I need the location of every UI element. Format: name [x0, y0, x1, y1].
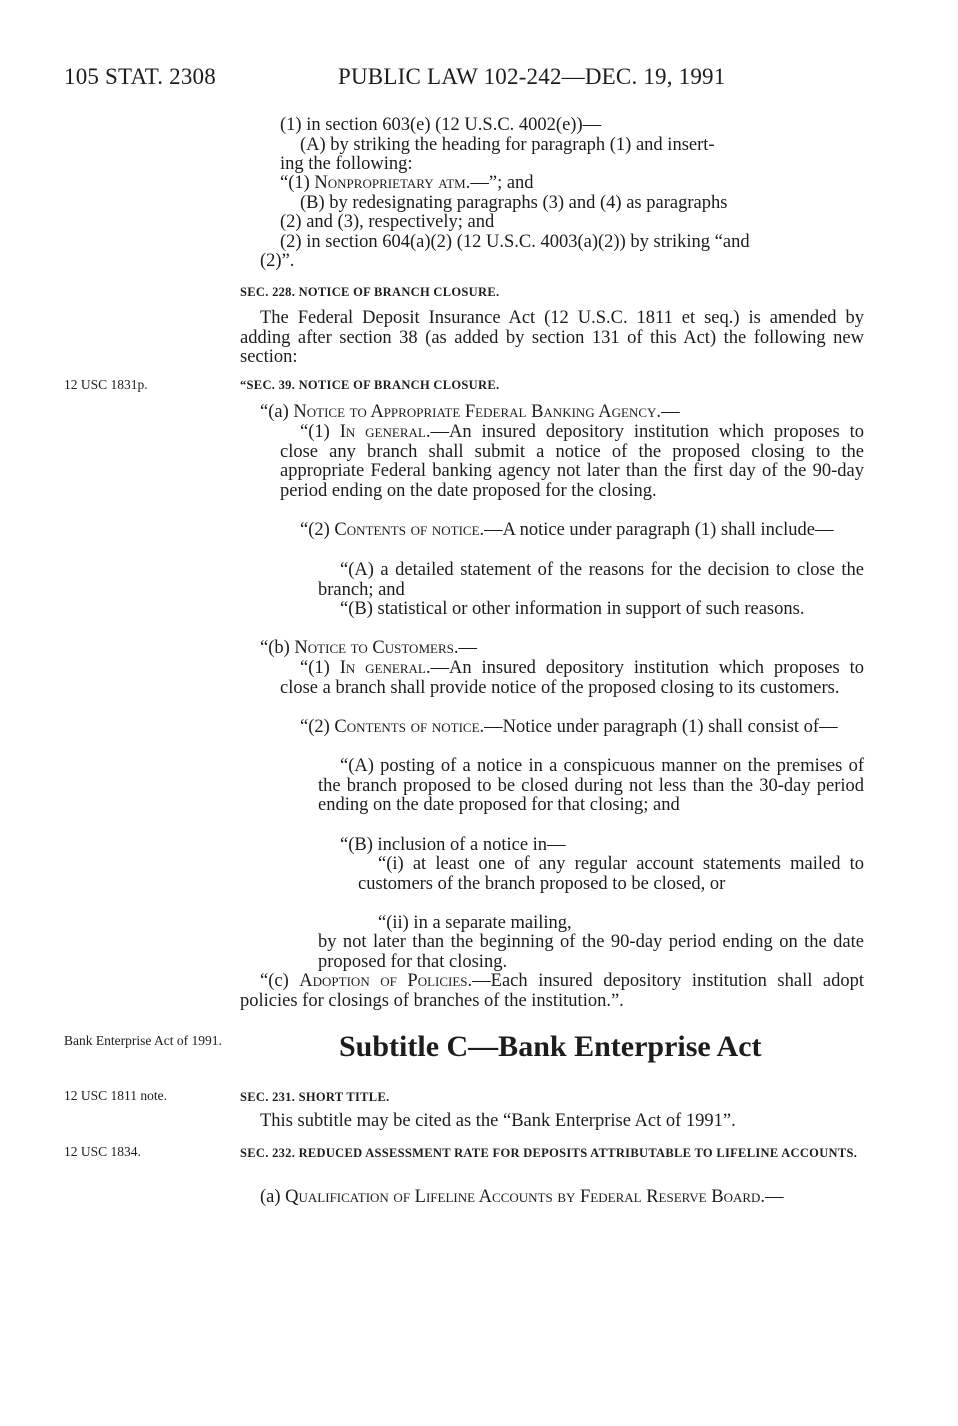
a2-pre: “(2) [300, 520, 335, 540]
sec-39-b2Bi: “(i) at least one of any regular account statements mailed to customers of the branch proposed to be closed, or [358, 854, 864, 894]
b1-pre: “(1) [300, 658, 340, 678]
c-text: —Each insured depository institution shall adopt policies for closings of branches of the institution.”. [240, 971, 865, 1011]
sec-39-b2A: “(A) posting of a notice in a conspicuous manner on the premises of the branch proposed to be closed during not less than the 30-day period ending on the date proposed for that closing; and [318, 756, 864, 816]
a2-text: —A notice under paragraph (1) shall include— [484, 520, 834, 540]
sec-232-heading: SEC. 232. REDUCED ASSESSMENT RATE FOR DEPOSITS ATTRIBUTABLE TO LIFELINE ACCOUNTS. [240, 1146, 858, 1160]
amend-heading-smallcaps: Nonproprietary atm. [314, 173, 471, 193]
a1-heading: In general. [339, 422, 431, 442]
sec-39-b1 [280, 659, 864, 698]
amend-line-2: (A) by striking the heading for paragraph (1) and insert- [300, 135, 715, 155]
sec-39-a2A: “(A) a detailed statement of the reasons for the decision to close the branch; and [318, 560, 864, 600]
a1-text: —An insured depository institution which proposes to close any branch shall submit a notice of the proposed closing to the appropriate Federal banking agency not later than the first day of the 90-day period ending on the date proposed for the closing. [280, 422, 864, 501]
amend-line-1: (1) in section 603(e) (12 U.S.C. 4002(e))— [280, 115, 602, 135]
sub-b-pre: “(b) [260, 638, 295, 658]
amend-line-3: ing the following: [280, 154, 413, 174]
b1-text: —An insured depository institution which proposes to close a branch shall provide notice of the proposed closing to its customers. [280, 658, 864, 698]
b1-heading: In general. [339, 658, 431, 678]
sec-39-subsection-b [260, 639, 477, 659]
amend-line-4-pre: “(1) [280, 173, 315, 193]
sec-228-paragraph: The Federal Deposit Insurance Act (12 U.S.C. 1811 et seq.) is amended by adding after section 38 (as added by section 131 of this Act) the following new section: [240, 308, 864, 368]
header-stat-ref: 105 STAT. 2308 [64, 64, 216, 89]
b2-text: —Notice under paragraph (1) shall consist of— [484, 717, 838, 737]
margin-note-12-usc-1834: 12 USC 1834. [64, 1144, 141, 1159]
b2-heading: Contents of notice. [334, 717, 485, 737]
sec-39-heading: “SEC. 39. NOTICE OF BRANCH CLOSURE. [240, 378, 500, 392]
sec-39-a2B: “(B) statistical or other information in support of such reasons. [340, 599, 805, 619]
amend-line-4-post: —”; and [470, 173, 534, 193]
margin-note-12-usc-1811-note: 12 USC 1811 note. [64, 1088, 168, 1103]
a1-pre: “(1) [300, 422, 340, 442]
margin-note-12-usc-1831p: 12 USC 1831p. [64, 377, 148, 392]
amend-line-7: (2) in section 604(a)(2) (12 U.S.C. 4003(a)(2)) by striking “and [280, 232, 750, 252]
sec-228-heading: SEC. 228. NOTICE OF BRANCH CLOSURE. [240, 285, 500, 299]
sec-232-a-post: — [765, 1187, 784, 1207]
amend-line-4 [280, 174, 534, 194]
sub-a-pre: “(a) [260, 402, 294, 422]
sec-39-b2B: “(B) inclusion of a notice in— [340, 835, 566, 855]
amend-line-8: (2)”. [260, 251, 295, 271]
sec-39-b2-tail: by not later than the beginning of the 90-day period ending on the date proposed for that closing. [318, 932, 864, 972]
sec-39-a2 [280, 521, 864, 541]
sec-231-heading: SEC. 231. SHORT TITLE. [240, 1090, 390, 1104]
amend-line-5: (B) by redesignating paragraphs (3) and (4) as paragraphs [300, 193, 728, 213]
sec-232-a [240, 1188, 864, 1208]
sec-232-a-pre: (a) [260, 1187, 286, 1207]
c-pre: “(c) [260, 971, 300, 991]
sec-39-b2Bii: “(ii) in a separate mailing, [378, 913, 572, 933]
sub-b-heading: Notice to Customers. [294, 638, 459, 658]
header-law-ref: PUBLIC LAW 102-242—DEC. 19, 1991 [338, 64, 726, 89]
b2-pre: “(2) [300, 717, 335, 737]
sec-39-subsection-a [260, 403, 680, 423]
sec-39-a1 [280, 423, 864, 501]
sec-39-c [240, 972, 864, 1011]
sec-232-a-heading: Qualification of Lifeline Accounts by Federal Reserve Board. [285, 1187, 766, 1207]
sec-39-b2 [280, 718, 864, 738]
sub-a-heading: Notice to Appropriate Federal Banking Agency. [293, 402, 662, 422]
sub-a-post: — [661, 402, 680, 422]
sec-231-text: This subtitle may be cited as the “Bank Enterprise Act of 1991”. [260, 1111, 736, 1131]
sub-b-post: — [458, 638, 477, 658]
a2-heading: Contents of notice. [334, 520, 485, 540]
margin-note-bank-enterprise-act: Bank Enterprise Act of 1991. [64, 1033, 222, 1048]
c-heading: Adoption of Policies. [299, 971, 473, 991]
subtitle-c-title: Subtitle C—Bank Enterprise Act [339, 1030, 762, 1063]
amend-line-6: (2) and (3), respectively; and [280, 212, 495, 232]
